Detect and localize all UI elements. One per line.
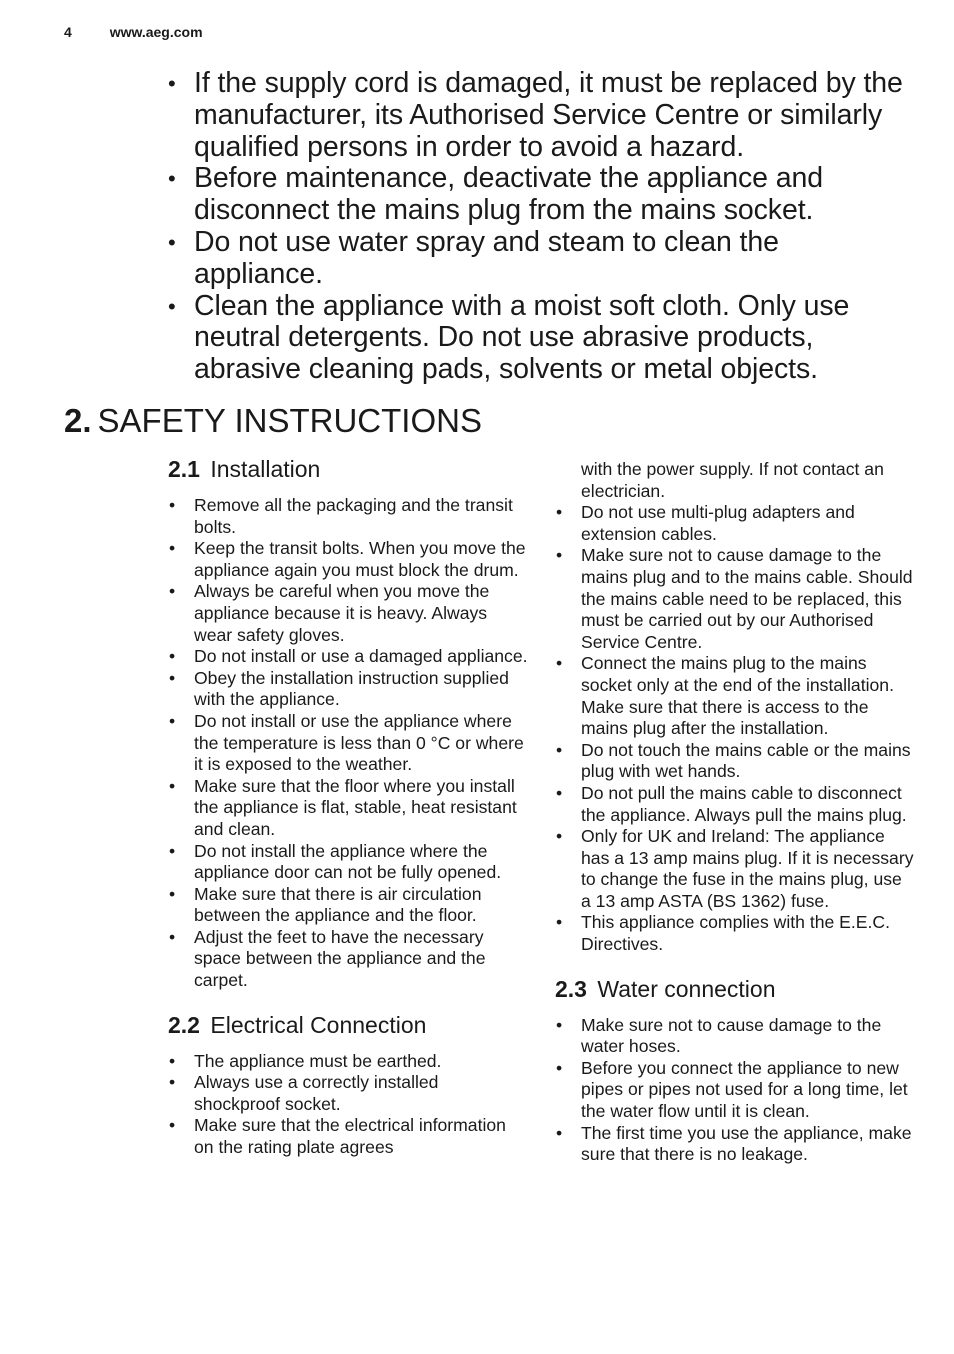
list-item: • Keep the transit bolts. When you move the appliance again you must block the drum. <box>168 538 528 581</box>
list-item: • Make sure that the floor where you install the appliance is flat, stable, heat resistant and clean. <box>168 776 528 841</box>
list-item: • Do not use water spray and steam to clean the appliance. <box>168 227 908 291</box>
section-number: 2. <box>64 402 92 439</box>
electrical-number: 2.2 <box>168 1011 200 1038</box>
water-list <box>555 1015 915 1166</box>
installation-list <box>168 495 528 992</box>
list-item: • Do not install the appliance where the appliance door can not be fully opened. <box>168 841 528 884</box>
list-item: • The appliance must be earthed. <box>168 1051 528 1073</box>
list-item: • Do not use multi-plug adapters and extension cables. <box>555 502 915 545</box>
list-item: • Do not install or use the appliance where the temperature is less than 0 °C or where it is exposed to the weather. <box>168 711 528 776</box>
installation-heading <box>168 456 528 483</box>
electrical-list-continued <box>555 502 915 955</box>
list-item: • Connect the mains plug to the mains socket only at the end of the installation. Make sure that there is access to the mains plug after the installation. <box>555 653 915 739</box>
list-item: • Always use a correctly installed shockproof socket. <box>168 1072 528 1115</box>
electrical-heading <box>168 1012 528 1039</box>
list-item: • Do not install or use a damaged appliance. <box>168 646 528 668</box>
list-item: • If the supply cord is damaged, it must be replaced by the manufacturer, its Authorised Service Centre or similarly qualified persons in order to avoid a hazard. <box>168 68 908 163</box>
list-item: • Before you connect the appliance to new pipes or pipes not used for a long time, let the water flow until it is clean. <box>555 1058 915 1123</box>
page-number: 4 <box>64 24 72 40</box>
intro-list <box>168 68 908 386</box>
list-item: • Remove all the packaging and the transit bolts. <box>168 495 528 538</box>
spacer <box>555 956 915 976</box>
list-item: • Make sure that there is air circulation between the appliance and the floor. <box>168 884 528 927</box>
installation-title: Installation <box>210 456 321 482</box>
list-item: • Clean the appliance with a moist soft cloth. Only use neutral detergents. Do not use abrasive products, abrasive cleaning pads, solvents or metal objects. <box>168 291 908 386</box>
list-item-continuation: with the power supply. If not contact an electrician. <box>581 459 884 501</box>
list-item: • Obey the installation instruction supplied with the appliance. <box>168 668 528 711</box>
list-item: • This appliance complies with the E.E.C. Directives. <box>555 912 915 955</box>
list-item: • Always be careful when you move the appliance because it is heavy. Always wear safety gloves. <box>168 581 528 646</box>
electrical-list <box>168 1051 528 1159</box>
list-item: • Make sure not to cause damage to the mains plug and to the mains cable. Should the mains cable need to be replaced, this must be carried out by our Authorised Service Centre. <box>555 545 915 653</box>
page-header <box>64 24 203 40</box>
list-item: • Before maintenance, deactivate the appliance and disconnect the mains plug from the mains socket. <box>168 163 908 227</box>
water-heading <box>555 976 915 1003</box>
right-column <box>555 459 915 1166</box>
section-title-text: SAFETY INSTRUCTIONS <box>97 402 482 439</box>
list-item: • Do not pull the mains cable to disconnect the appliance. Always pull the mains plug. <box>555 783 915 826</box>
spacer <box>168 992 528 1012</box>
water-number: 2.3 <box>555 975 587 1002</box>
section-title <box>64 402 482 440</box>
installation-number: 2.1 <box>168 456 200 482</box>
electrical-title: Electrical Connection <box>210 1011 427 1038</box>
water-title: Water connection <box>597 975 776 1002</box>
site-url: www.aeg.com <box>109 24 203 40</box>
list-item: • Adjust the feet to have the necessary space between the appliance and the carpet. <box>168 927 528 992</box>
list-item: • The first time you use the appliance, make sure that there is no leakage. <box>555 1123 915 1166</box>
list-item: • Only for UK and Ireland: The appliance has a 13 amp mains plug. If it is necessary to change the fuse in the mains plug, use a 13 amp ASTA (BS 1362) fuse. <box>555 826 915 912</box>
left-column <box>168 456 528 1159</box>
list-item: • Do not touch the mains cable or the mains plug with wet hands. <box>555 740 915 783</box>
list-item: • Make sure that the electrical information on the rating plate agrees <box>168 1115 528 1158</box>
list-item: • Make sure not to cause damage to the water hoses. <box>555 1015 915 1058</box>
